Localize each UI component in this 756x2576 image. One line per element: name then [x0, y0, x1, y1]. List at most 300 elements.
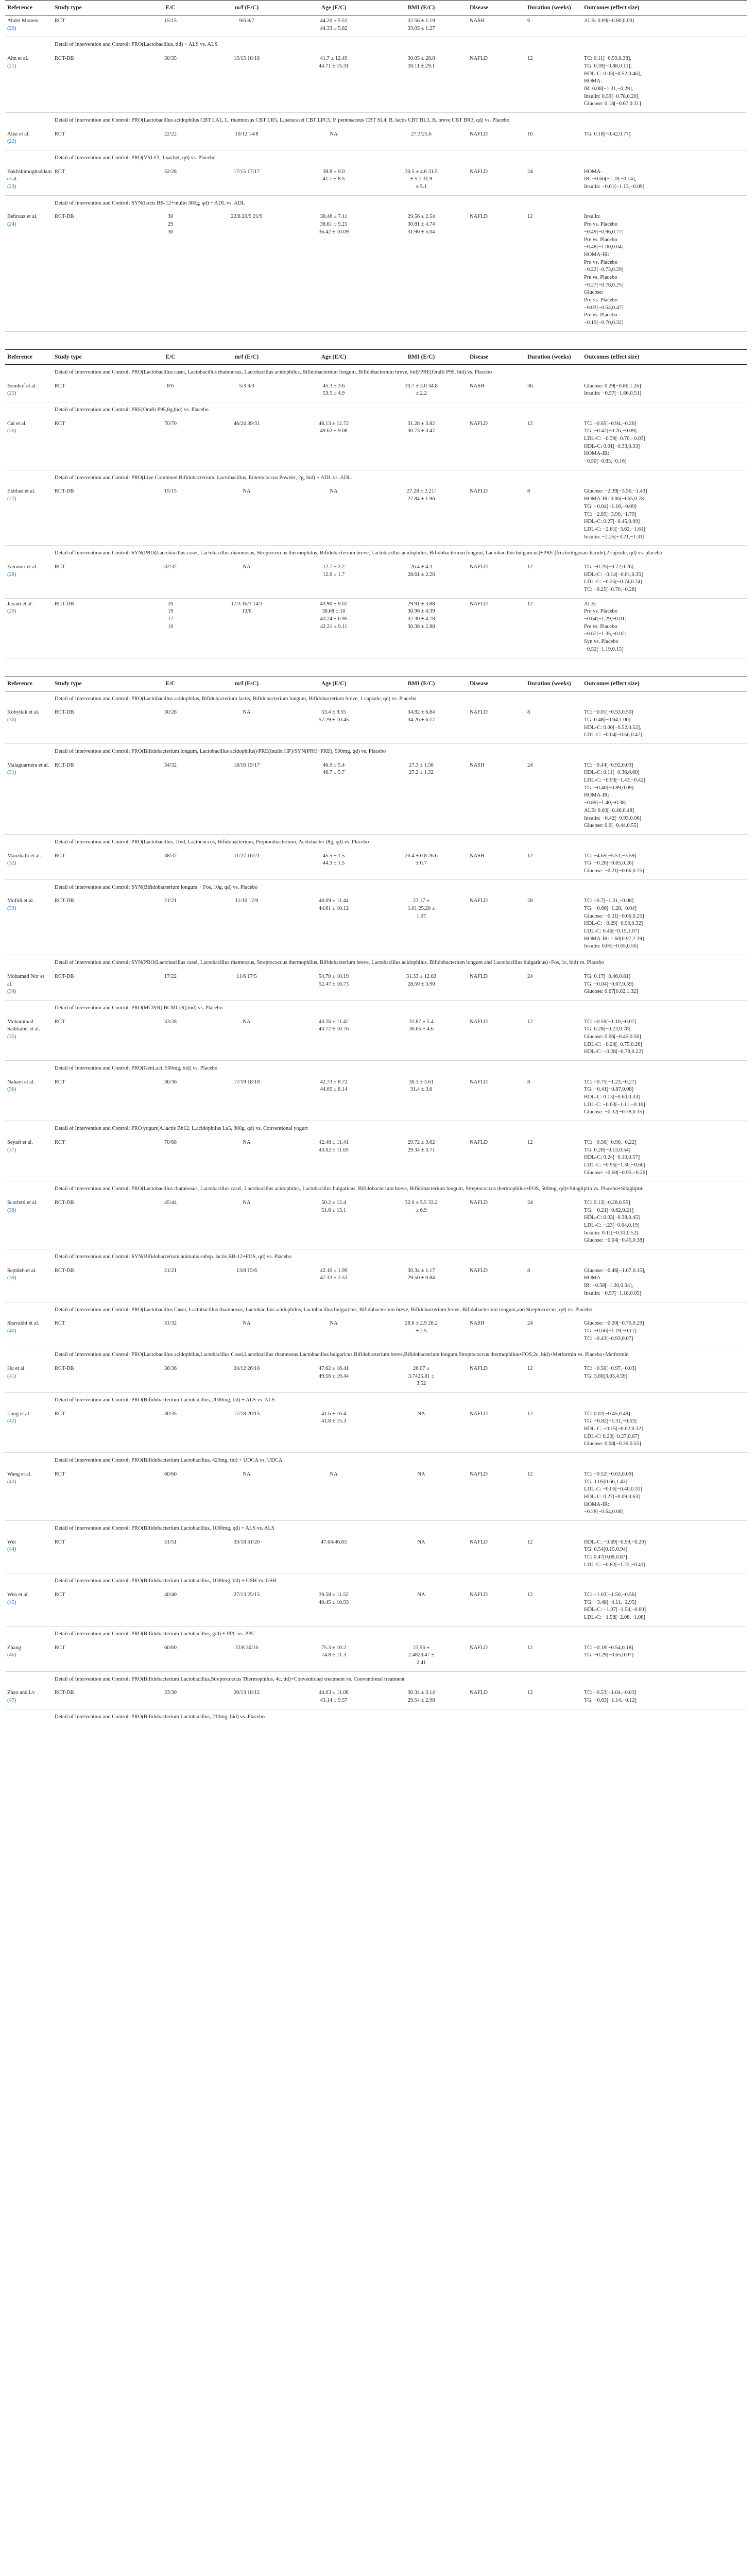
intervention-detail-row: [5, 1520, 747, 1536]
age-cell: 41.7 ± 12.49 44.71 ± 15.31: [293, 53, 375, 112]
citation-link[interactable]: (24): [7, 222, 16, 228]
intervention-detail-row: [5, 879, 747, 895]
mf-cell: 18/16 15/17: [201, 760, 293, 835]
duration-cell: 24: [525, 166, 582, 196]
study-type-cell: RCT-DB: [53, 53, 140, 112]
detail-indent: [5, 470, 53, 486]
outcomes-cell: TC: −1.03[−1.50,−0.56] TG: −3.48[−4.11,−2.95] HDL-C: −1.07[−1.54,−0.60] LDL-C: −1.58[−2.08,−1.08]: [582, 1589, 747, 1626]
outcomes-cell: Glucose: 0.29[−0.86,1.26] Insulin: −0.57[−1.66,0.51]: [582, 381, 747, 402]
bmi-cell: 31.28 ± 3.82 30.73 ± 3.47: [375, 418, 468, 470]
duration-cell: 8: [525, 486, 582, 545]
reference-name: Mohammad Sadrkabir et al.: [7, 1019, 40, 1032]
citation-link[interactable]: (31): [7, 770, 16, 776]
reference-cell: [5, 15, 53, 37]
duration-cell: 12: [525, 1016, 582, 1061]
detail-indent: [5, 1302, 53, 1318]
citation-link[interactable]: (32): [7, 860, 16, 867]
citation-link[interactable]: (26): [7, 428, 16, 434]
intervention-detail-row: [5, 402, 747, 418]
bmi-cell: 26.07 ± 3.7425.81 ± 3.52: [375, 1363, 468, 1393]
outcomes-cell: TC: −0.7[−1.31,−0.08] TG: −0.66[−1.28,−0.04] Glucose: −0.21[−0.66,0.25] HDL-C: −0.29[−0.90,0.32] LDL-C: 0.46[−0.15,1.07] HOMA-IR: 1.60[0.97,2.39] Insulin: 0.05[−0.65,0.56]: [582, 895, 747, 955]
age-cell: 12.7 ± 2.2 12.6 ± 1.7: [293, 562, 375, 598]
study-type-cell: RCT-DB: [53, 707, 140, 743]
intervention-detail-text: Detail of Intervention and Control: PRO(Lactobacillus acidophilus CBT LA1, L. rhamnosus CBT LR5, L.paracasei CBT LPC5, P. pentosaceus CBT SL4, B. lactis CBT BL3, B. breve CBT BR3, qd) vs. Placebo: [55, 117, 510, 123]
duration-cell: 16: [525, 129, 582, 150]
intervention-detail-row: [5, 112, 747, 128]
ec-cell: 31/32: [140, 1318, 201, 1347]
mf-cell: 13/8 15/6: [201, 1265, 293, 1302]
intervention-detail-row: [5, 37, 747, 53]
duration-cell: 12: [525, 1589, 582, 1626]
header-bmi: BMI (E/C): [375, 676, 468, 691]
study-type-cell: RCT-DB: [53, 598, 140, 658]
intervention-detail-text: Detail of Intervention and Control: PRO(Lactobacillus Casei, Lactobacillus rhamnosus, Lactobacillus acidophilus, Lactobacillus bulgaricus, Bifidobacterium breve, Bifidobacterium breve, Bifidobacterium longum,and Streptococcus, qd) vs. Placebo: [55, 1307, 593, 1313]
study-row: [5, 211, 747, 331]
intervention-detail-row: [5, 1453, 747, 1469]
study-type-cell: RCT: [53, 1016, 140, 1061]
reference-name: Nabavi et al.: [7, 1079, 35, 1085]
ec-cell: 40/40: [140, 1589, 201, 1626]
intervention-detail-text: Detail of Intervention and Control: PRO(Bifidobacterium Lactobacillus,Streptococcus Thermophilus, 4c, tid)+Conventional treatment vs. Conventional treatment: [55, 1676, 405, 1682]
detail-indent: [5, 1453, 53, 1469]
bmi-cell: 28.6 ± 2.9 28.2 ± 2.5: [375, 1318, 468, 1347]
intervention-detail-text: Detail of Intervention and Control: SYN(Bifidobacterium animalis subsp. lactis BB-12+FOS, qd) vs. Placebo: [55, 1254, 291, 1260]
citation-link[interactable]: (22): [7, 139, 16, 145]
reference-name: Seyari et al.: [7, 1139, 33, 1145]
citation-link[interactable]: (29): [7, 608, 16, 615]
section-spacer: [5, 658, 747, 676]
mf-cell: NA: [201, 1016, 293, 1061]
age-cell: 75.3 ± 10.2 74.8 ± 11.3: [293, 1642, 375, 1672]
mf-cell: 5/3 3/3: [201, 381, 293, 402]
citation-link[interactable]: (36): [7, 1087, 16, 1093]
ec-cell: 51/51: [140, 1537, 201, 1573]
outcomes-cell: Glucose: −0.20[−0.70,0.29] TG: −0.66[−1.19,−0.17] TC: −0.43[−0.93,0.07]: [582, 1318, 747, 1347]
disease-cell: NASH: [468, 760, 525, 835]
intervention-detail-row: [5, 150, 747, 166]
citation-link[interactable]: (21): [7, 63, 16, 69]
outcomes-cell: TC: −0.59[−1.10,−0.07] TG: 0.28[−0.23,0.78] Glucose: 0.06[−0.45,0.56] LDL-C: −0.24[−0.75,0.26] HDL-C: −0.28[−0.78,0.22]: [582, 1016, 747, 1061]
reference-cell: [5, 129, 53, 150]
study-row: [5, 1318, 747, 1347]
mf-cell: NA: [201, 1318, 293, 1347]
header-ec: E/C: [140, 349, 201, 364]
intervention-detail-text: Detail of Intervention and Control: PRO(Lactobacillus, 1b/d, Lactococcus, Bifidobacterium, Propionibacterium, Acetobacter (8g, qd) vs. Placebo: [55, 839, 369, 845]
header-mf: m/f (E/C): [201, 676, 293, 691]
study-row: [5, 129, 747, 150]
age-cell: 45.3 ± 3.6 53.5 ± 4.9: [293, 381, 375, 402]
header-study-type: Study type: [53, 349, 140, 364]
reference-name: Mohamad Nor et al.: [7, 973, 44, 987]
detail-indent: [5, 834, 53, 850]
intervention-detail-text: Detail of Intervention and Control: PRO(Bifidobacterium Lactobacillus, g/d) + PPC vs. PPC: [55, 1631, 255, 1637]
intervention-detail-row: [5, 1302, 747, 1318]
citation-link[interactable]: (39): [7, 1275, 16, 1281]
citation-link[interactable]: (46): [7, 1652, 16, 1658]
duration-cell: 12: [525, 1137, 582, 1181]
study-row: [5, 1016, 747, 1061]
bmi-cell: 32.56 ± 1.19 33.05 ± 1.27: [375, 15, 468, 37]
bmi-cell: 31.87 ± 5.4 30.65 ± 4.6: [375, 1016, 468, 1061]
disease-cell: NAFLD: [468, 1469, 525, 1521]
disease-cell: NAFLD: [468, 166, 525, 196]
ec-cell: 60/60: [140, 1469, 201, 1521]
studies-table-document: [5, 0, 747, 1725]
reference-cell: [5, 1197, 53, 1249]
citation-link[interactable]: (41): [7, 1373, 16, 1379]
detail-indent: [5, 37, 53, 53]
header-ec: E/C: [140, 1, 201, 15]
reference-name: Kobyliak et al.: [7, 709, 40, 716]
disease-cell: NAFLD: [468, 1363, 525, 1393]
study-row: [5, 598, 747, 658]
header-mf: m/f (E/C): [201, 1, 293, 15]
intervention-detail-text: Detail of Intervention and Control: SYN(PRO(Lactobacillus casei, Lactobacillus rhamnosus, Streptococcus thermophilus, Bifidobacterium breve, Lactobacillus acidophilus, Bifidobacterium longum and Lactobacillus bulgaricus)+Fos, 1c, bid) vs. Placebo: [55, 960, 605, 966]
reference-name: Abdel Monem: [7, 18, 39, 24]
reference-cell: [5, 486, 53, 545]
reference-name: Sepideh et al.: [7, 1267, 37, 1274]
reference-name: Bomhof et al.: [7, 383, 37, 389]
header-age: Age (E/C): [293, 349, 375, 364]
duration-cell: 12: [525, 598, 582, 658]
study-row: [5, 1589, 747, 1626]
header-disease: Disease: [468, 349, 525, 364]
disease-cell: NAFLD: [468, 1077, 525, 1121]
reference-cell: [5, 1537, 53, 1573]
ec-cell: 33/30: [140, 1687, 201, 1709]
study-type-cell: RCT: [53, 381, 140, 402]
citation-link[interactable]: (33): [7, 906, 16, 912]
outcomes-cell: TC: −0.52[−0.63,0.09] TG: 1.05[0.66,1.43] LDL-C: −0.05[−0.40,0.31] HDL-C: 0.27[−0.09,0.63] HOMA-IR: −0.28[−0.64,0.08]: [582, 1469, 747, 1521]
reference-name: Wen et al.: [7, 1592, 29, 1598]
citation-link[interactable]: (37): [7, 1147, 16, 1153]
reference-name: Famouri et al.: [7, 564, 38, 570]
intervention-detail-text: Detail of Intervention and Control: PRO(GenLact, 500mg, bid) vs. Placebo: [55, 1065, 218, 1072]
bmi-cell: 30.34 ± 1.17 29.50 ± 0.84: [375, 1265, 468, 1302]
study-row: [5, 1409, 747, 1453]
study-row: [5, 486, 747, 545]
reference-cell: [5, 1137, 53, 1181]
study-row: [5, 707, 747, 743]
duration-cell: 8: [525, 1077, 582, 1121]
study-row: [5, 1642, 747, 1672]
bmi-cell: 29.72 ± 3.62 29.34 ± 3.71: [375, 1137, 468, 1181]
reference-cell: [5, 1589, 53, 1626]
detail-indent: [5, 1347, 53, 1363]
intervention-detail-row: [5, 1626, 747, 1642]
reference-name: Javadi et al.: [7, 601, 33, 607]
study-row: [5, 1469, 747, 1521]
citation-link[interactable]: (25): [7, 391, 16, 397]
outcomes-cell: TC: −0.50[−0.97,−0.03] TG: 3.80[3.03,4.59]: [582, 1363, 747, 1393]
header-age: Age (E/C): [293, 1, 375, 15]
disease-cell: NAFLD: [468, 1197, 525, 1249]
outcomes-cell: TG: −0.25[−0.72,0.26] HDL-C: −0.14[−0.61,0.35] LDL-C: −0.25[−0.74,0.24] TC: −0.25[−0.70,−0.28]: [582, 562, 747, 598]
study-row: [5, 1077, 747, 1121]
study-row: [5, 1265, 747, 1302]
bmi-cell: 31.33 ± 12.02 28.50 ± 3.90: [375, 971, 468, 1001]
bmi-cell: 26.4 ± 0.8 26.6 ± 0.7: [375, 851, 468, 880]
age-cell: 38.8 ± 9.0 41.1 ± 8.5: [293, 166, 375, 196]
reference-name: Alisi et al.: [7, 131, 30, 137]
disease-cell: NAFLD: [468, 1016, 525, 1061]
duration-cell: 8: [525, 707, 582, 743]
bmi-cell: 29.91 ± 3.88 30.96 ± 4.39 32.30 ± 4.78 30.38 ± 2.88: [375, 598, 468, 658]
citation-link[interactable]: (44): [7, 1547, 16, 1553]
study-type-cell: RCT: [53, 1318, 140, 1347]
age-cell: 39.58 ± 11.52 40.45 ± 10.93: [293, 1589, 375, 1626]
duration-cell: 24: [525, 971, 582, 1001]
study-row: [5, 166, 747, 196]
citation-link[interactable]: (42): [7, 1418, 16, 1425]
age-cell: 43.90 ± 9.02 38.68 ± 10 43.24 ± 6.95 42.21 ± 9.11: [293, 598, 375, 658]
age-cell: 46.9 ± 5.4 46.7 ± 5.7: [293, 760, 375, 835]
ec-cell: 36/36: [140, 1077, 201, 1121]
mf-cell: 11/27 16/21: [201, 851, 293, 880]
intervention-detail-row: [5, 470, 747, 486]
intervention-detail-row: [5, 1347, 747, 1363]
reference-cell: [5, 1363, 53, 1393]
disease-cell: NAFLD: [468, 1137, 525, 1181]
disease-cell: NAFLD: [468, 418, 525, 470]
header-age: Age (E/C): [293, 676, 375, 691]
intervention-detail-text: Detail of Intervention and Control: PRO(Bifidobacterium Lactobacillus, 420mg, tid) + UDCA vs. UDCA: [55, 1458, 283, 1464]
bmi-cell: 34.82 ± 6.84 34.26 ± 6.17: [375, 707, 468, 743]
detail-indent: [5, 402, 53, 418]
detail-indent: [5, 879, 53, 895]
duration-cell: 12: [525, 1642, 582, 1672]
outcomes-cell: Glucose: −0.46[−1.07,0.15], HOMA- IR: −0.58[−1.20,0.04], Insulin: −0.57[−1.18,0.05]: [582, 1265, 747, 1302]
disease-cell: NAFLD: [468, 895, 525, 955]
citation-link[interactable]: (45): [7, 1599, 16, 1605]
intervention-detail-text: Detail of Intervention and Control: PRO(Lactobacillus acidophilus, Bifidobacterium lactis, Bifidobacterium longum, Bifidobacterium breve, 1 capsule, qd) vs. Placebo: [55, 696, 417, 702]
mf-cell: NA: [201, 562, 293, 598]
ec-cell: 70/68: [140, 1137, 201, 1181]
citation-link[interactable]: (20): [7, 25, 16, 31]
outcomes-cell: TC: −0.18[−0.54,0.18] TG: −0.29[−0.65,0.07]: [582, 1642, 747, 1672]
bmi-cell: 30.05 ± 28.8 30.11 ± 29.1: [375, 53, 468, 112]
citation-link[interactable]: (40): [7, 1328, 16, 1334]
citation-link[interactable]: (35): [7, 1033, 16, 1040]
ec-cell: 38/37: [140, 851, 201, 880]
mf-cell: 17/15 17/17: [201, 166, 293, 196]
duration-cell: 12: [525, 211, 582, 331]
mf-cell: 33/18 31/20: [201, 1537, 293, 1573]
intervention-detail-row: [5, 546, 747, 562]
reference-name: Shavakhi et al.: [7, 1320, 40, 1327]
outcomes-cell: HOMA- IR: −0.66[−1.18,−0.14], Insulin: −0.61[−1.13,−0.09]: [582, 166, 747, 196]
citation-link[interactable]: (23): [7, 184, 16, 190]
reference-cell: [5, 53, 53, 112]
header-bmi: BMI (E/C): [375, 1, 468, 15]
reference-name: Ekhlasi et al.: [7, 488, 36, 495]
disease-cell: NAFLD: [468, 486, 525, 545]
study-type-cell: RCT: [53, 1077, 140, 1121]
study-row: [5, 562, 747, 598]
duration-cell: 24: [525, 1197, 582, 1249]
intervention-detail-text: Detail of Intervention and Control: PRO(Live Combined Bifidobacterium, Lactobacillus, Enterococcus Powder, 2g, bid) + ADL vs. ADL: [55, 474, 351, 481]
detail-indent: [5, 1000, 53, 1016]
reference-name: Mofidi et al.: [7, 898, 35, 904]
disease-cell: NAFLD: [468, 1409, 525, 1453]
header-duration: Duration (weeks): [525, 349, 582, 364]
intervention-detail-row: [5, 834, 747, 850]
outcomes-cell: TC: −0.44[−0.92,0.03] HDL-C: 0.11[−0.36,0.60] LDL-C: −0.93[−1.43,−0.42] TG: −0.40[−0.89,0.09] HOMA-IR: −0.89[−1.40,−0.38] ALB: 0.00[−0.46,0.48] Insulin: −0.42[−0.93,0.06] Glucose: 0.0[−0.44,0.55]: [582, 760, 747, 835]
outcomes-cell: TC: −0.56[−0.90,−0.22] TG: 0.20[−0.13,0.54] HDL-C: 0.24[−0.10,0.57] LDL-C: −0.95[−1.30,−0.60] Glucose: −0.60[−0.95,−0.26]: [582, 1137, 747, 1181]
disease-cell: NAFLD: [468, 598, 525, 658]
detail-indent: [5, 112, 53, 128]
reference-name: Manzhalii et al.: [7, 853, 41, 859]
mf-cell: 11/10 12/9: [201, 895, 293, 955]
bmi-cell: NA: [375, 1589, 468, 1626]
intervention-detail-row: [5, 1000, 747, 1016]
duration-cell: 24: [525, 760, 582, 835]
duration-cell: 12: [525, 562, 582, 598]
study-row: [5, 1363, 747, 1393]
age-cell: 50.2 ± 12.4 51.6 ± 13.1: [293, 1197, 375, 1249]
study-type-cell: RCT: [53, 562, 140, 598]
reference-name: Wang et al.: [7, 1471, 32, 1477]
table-header-row: [5, 1, 747, 15]
outcomes-cell: TG: 0.18[−0.42,0.77]: [582, 129, 747, 150]
intervention-detail-text: Detail of Intervention and Control: PRO(VSL#3, 1 sachet, qd) vs. Placebo: [55, 155, 216, 161]
age-cell: NA: [293, 1318, 375, 1347]
duration-cell: 12: [525, 53, 582, 112]
duration-cell: 12: [525, 1409, 582, 1453]
intervention-detail-text: Detail of Intervention and Control: PRO(Bifidobacterium Lactobacillus, 210mg, bid) vs. Placebo: [55, 1714, 265, 1720]
reference-name: Zhao and Lv: [7, 1690, 35, 1696]
intervention-detail-row: [5, 1671, 747, 1687]
disease-cell: NAFLD: [468, 1537, 525, 1573]
reference-cell: [5, 1409, 53, 1453]
reference-name: Wei: [7, 1539, 16, 1545]
reference-cell: [5, 851, 53, 880]
duration-cell: 6: [525, 15, 582, 37]
outcomes-cell: TC: −0.75[−1.23,−0.27] TG: −0.41[−0.87,0.08] HDL-C: 0.13[−0.60,0.33] LDL-C: −0.63[−1.11,−0.16] Glucose: −0.32[−0.78,0.15]: [582, 1077, 747, 1121]
header-outcomes: Outcomes (effect size): [582, 1, 747, 15]
ec-cell: 15/15: [140, 15, 201, 37]
study-type-cell: RCT-DB: [53, 971, 140, 1001]
study-type-cell: RCT-DB: [53, 486, 140, 545]
citation-link[interactable]: (38): [7, 1207, 16, 1213]
header-disease: Disease: [468, 1, 525, 15]
mf-cell: 46/24 39/31: [201, 418, 293, 470]
study-type-cell: RCT: [53, 166, 140, 196]
bmi-cell: 29.56 ± 2.54 30.81 ± 4.74 31.90 ± 5.04: [375, 211, 468, 331]
header-study-type: Study type: [53, 1, 140, 15]
disease-cell: NAFLD: [468, 1642, 525, 1672]
duration-cell: 12: [525, 1469, 582, 1521]
bmi-cell: 33.7 ± 3.0 34.8 ± 2.2: [375, 381, 468, 402]
ec-cell: 32/28: [140, 166, 201, 196]
detail-indent: [5, 1393, 53, 1409]
disease-cell: NAFLD: [468, 129, 525, 150]
duration-cell: 28: [525, 895, 582, 955]
disease-cell: NAFLD: [468, 53, 525, 112]
ec-cell: 36/36: [140, 1363, 201, 1393]
bmi-cell: 30.5 ± 4.6 31.5 ± 5.1 31.9 ± 5.1: [375, 166, 468, 196]
age-cell: 42.10 ± 1.99 47.33 ± 2.53: [293, 1265, 375, 1302]
study-row: [5, 1137, 747, 1181]
age-cell: 45.5 ± 1.5 44.3 ± 1.5: [293, 851, 375, 880]
study-row: [5, 760, 747, 835]
study-row: [5, 15, 747, 37]
table-header-row: [5, 676, 747, 691]
detail-indent: [5, 744, 53, 760]
intervention-detail-row: [5, 1573, 747, 1589]
bmi-cell: 26.4 ± 4.3 28.61 ± 2.26: [375, 562, 468, 598]
age-cell: 42.48 ± 11.41 43.02 ± 11.65: [293, 1137, 375, 1181]
intervention-detail-row: [5, 1181, 747, 1197]
intervention-detail-text: Detail of Intervention and Control: SYN(Bifidobacterium longum + Fos, 10g, qd) vs. Placebo: [55, 884, 258, 890]
intervention-detail-text: Detail of Intervention and Control: SYN(PRO(Lactobacillus casei, Lactobacillus rhamnosus, Streptococcus thermophilus, Bifidobacterium breve, Lactobacillus acidophilus, Bifidobacterium longum, Lactobacillus bulgaricus)+PRE (fructooligosaccharide),2 capsule, qd) vs. placebo: [55, 550, 662, 556]
study-row: [5, 418, 747, 470]
bmi-cell: 30.34 ± 3.14 29.54 ± 2.98: [375, 1687, 468, 1709]
ec-cell: 60/60: [140, 1642, 201, 1672]
citation-link[interactable]: (28): [7, 571, 16, 578]
mf-cell: 9/6 8/7: [201, 15, 293, 37]
reference-name: Bakhshimoghaddam et al.: [7, 168, 52, 182]
bmi-cell: 27.28 ± 2.21/ 27.84 ± 1.96: [375, 486, 468, 545]
intervention-detail-text: Detail of Intervention and Control: PRO(Bifidobacterium Lactobacillus, 1000mg, tid) + GSH vs. GSH: [55, 1578, 277, 1584]
intervention-detail-row: [5, 1393, 747, 1409]
detail-indent: [5, 1709, 53, 1725]
disease-cell: NAFLD: [468, 1589, 525, 1626]
intervention-detail-text: Detail of Intervention and Control: PRO(Bifidobacterium Lactobacillus, 1000mg, qd) + ALS vs. ALS: [55, 1525, 274, 1531]
ec-cell: 70/70: [140, 418, 201, 470]
reference-name: Zhang: [7, 1645, 21, 1651]
bmi-cell: 27.3/25.6: [375, 129, 468, 150]
disease-cell: NAFLD: [468, 211, 525, 331]
reference-cell: [5, 707, 53, 743]
mf-cell: NA: [201, 1197, 293, 1249]
outcomes-cell: TC: 0.11[−0.59,0.38], TG: 0.39[−0.88,0.11], HDL-C: 0.03[−0.52,0.46], HOMA- IR: 0.08[−1.31,−0.29], Insulin: 0.39[−0.78,0.20], Glucose: 0.18[−0.67,0.31]: [582, 53, 747, 112]
ec-cell: 8/6: [140, 381, 201, 402]
header-duration: Duration (weeks): [525, 676, 582, 691]
age-cell: 44.20 ± 5.51 44.33 ± 5.82: [293, 15, 375, 37]
citation-link[interactable]: (27): [7, 496, 16, 502]
age-cell: 47.62 ± 16.41 49.56 ± 19.44: [293, 1363, 375, 1393]
citation-link[interactable]: (30): [7, 717, 16, 723]
reference-cell: [5, 1687, 53, 1709]
mf-cell: NA: [201, 1137, 293, 1181]
citation-link[interactable]: (34): [7, 989, 16, 995]
study-row: [5, 895, 747, 955]
header-bmi: BMI (E/C): [375, 349, 468, 364]
detail-indent: [5, 195, 53, 211]
citation-link[interactable]: (47): [7, 1697, 16, 1703]
age-cell: 54.70 ± 10.19 52.47 ± 16.73: [293, 971, 375, 1001]
bmi-cell: 27.3 ± 1.56 27.2 ± 1.32: [375, 760, 468, 835]
header-disease: Disease: [468, 676, 525, 691]
reference-cell: [5, 1642, 53, 1672]
ec-cell: 30/28: [140, 707, 201, 743]
citation-link[interactable]: (43): [7, 1479, 16, 1485]
intervention-detail-text: Detail of Intervention and Control: PRO(Lactobacillus casei, Lactobacillus rhamnosus, Lactobacillus acidophilus, Bifidobacterium longum, Bifidobacterium breve, bid)/PRE(Orafti P95, bid) vs. Placebo: [55, 369, 492, 375]
study-type-cell: RCT-DB: [53, 211, 140, 331]
intervention-detail-row: [5, 1249, 747, 1265]
mf-cell: 20/13 18/12: [201, 1687, 293, 1709]
study-type-cell: RCT: [53, 418, 140, 470]
table-header-row: [5, 349, 747, 364]
detail-indent: [5, 1626, 53, 1642]
detail-indent: [5, 1573, 53, 1589]
mf-cell: 15/15 18/18: [201, 53, 293, 112]
intervention-detail-row: [5, 691, 747, 707]
bmi-cell: NA: [375, 1409, 468, 1453]
intervention-detail-text: Detail of Intervention and Control: PRO(MCP(R) BCMC(R),bid) vs. Placebo: [55, 1005, 223, 1011]
detail-indent: [5, 1671, 53, 1687]
